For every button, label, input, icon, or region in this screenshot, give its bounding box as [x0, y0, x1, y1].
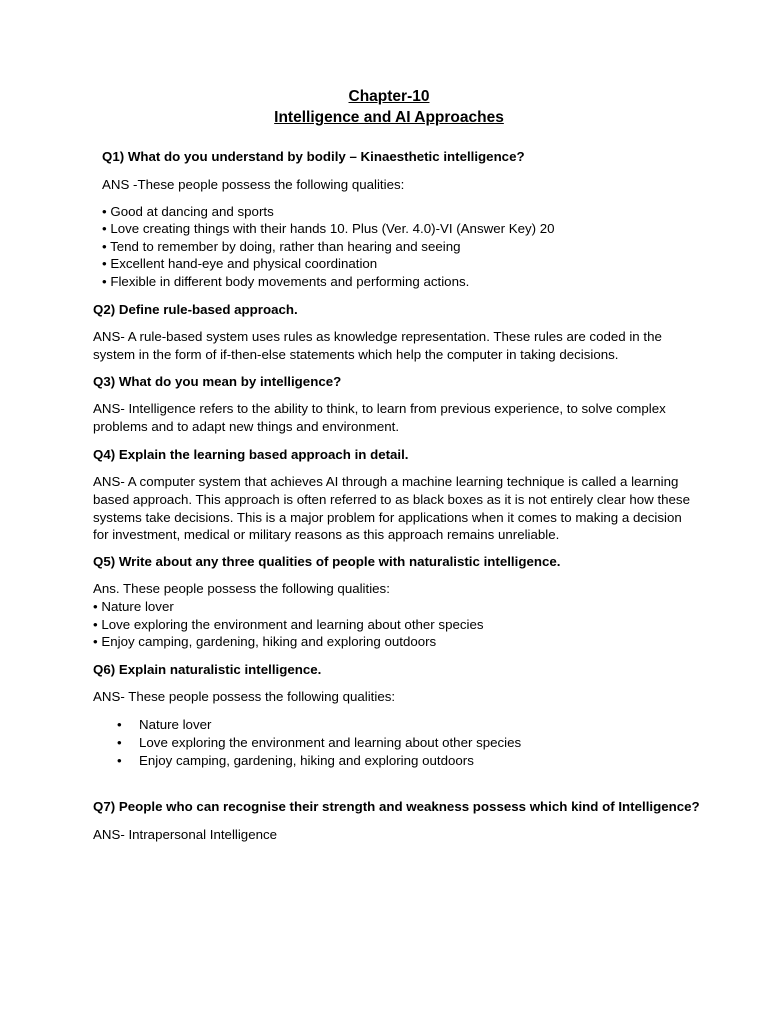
- q4-answer-line: for investment, medical or military reasons as this approach remains unreliable.: [93, 527, 560, 542]
- q6-answer-intro: ANS- These people possess the following qualities:: [93, 689, 396, 704]
- q5-answer-line: Ans. These people possess the following qualities:: [93, 581, 390, 596]
- q6-question: Q6) Explain naturalistic intelligence.: [93, 662, 322, 677]
- q4-answer-line: based approach. This approach is often referred to as black boxes as it is not entirely clear how these: [93, 492, 690, 507]
- q1-bullet: • Tend to remember by doing, rather than hearing and seeing: [102, 239, 461, 254]
- q6-bullet-text: Love exploring the environment and learning about other species: [139, 735, 522, 750]
- q1-bullet: • Excellent hand-eye and physical coordination: [102, 256, 378, 271]
- q3-question: Q3) What do you mean by intelligence?: [93, 374, 342, 389]
- q3-answer-line: ANS- Intelligence refers to the ability to think, to learn from previous experience, to solve complex: [93, 401, 666, 416]
- q5-question: Q5) Write about any three qualities of people with naturalistic intelligence.: [93, 554, 561, 569]
- q4-question: Q4) Explain the learning based approach in detail.: [93, 447, 409, 462]
- q6-bullet-glyph: •: [117, 753, 122, 768]
- q1-question: Q1) What do you understand by bodily – Kinaesthetic intelligence?: [102, 149, 525, 164]
- q1-bullet: • Flexible in different body movements and performing actions.: [102, 274, 470, 289]
- q1-bullet: • Love creating things with their hands 10. Plus (Ver. 4.0)-VI (Answer Key) 20: [102, 221, 555, 236]
- q5-answer-line: • Love exploring the environment and learning about other species: [93, 617, 484, 632]
- q6-bullet-glyph: •: [117, 717, 122, 732]
- q6-bullet-text: Enjoy camping, gardening, hiking and exploring outdoors: [139, 753, 474, 768]
- q4-answer-line: ANS- A computer system that achieves AI through a machine learning technique is called a learning: [93, 474, 679, 489]
- q4-answer-line: systems take decisions. This is a major problem for applications when it comes to making a decision: [93, 510, 682, 525]
- q2-answer-line: ANS- A rule-based system uses rules as knowledge representation. These rules are coded in the: [93, 329, 662, 344]
- q6-bullet-text: Nature lover: [139, 717, 212, 732]
- chapter-title: Intelligence and AI Approaches: [274, 109, 504, 126]
- q1-bullet: • Good at dancing and sports: [102, 204, 274, 219]
- q6-bullet-glyph: •: [117, 735, 122, 750]
- q5-answer-line: • Enjoy camping, gardening, hiking and exploring outdoors: [93, 634, 437, 649]
- q7-answer: ANS- Intrapersonal Intelligence: [93, 827, 278, 842]
- q2-answer-line: system in the form of if-then-else statements which help the computer in taking decisions.: [93, 347, 619, 362]
- q1-answer-intro: ANS -These people possess the following qualities:: [102, 177, 405, 192]
- q5-answer-line: • Nature lover: [93, 599, 174, 614]
- chapter-number: Chapter-10: [348, 88, 430, 105]
- q3-answer-line: problems and to adapt new things and environment.: [93, 419, 400, 434]
- q7-question: Q7) People who can recognise their strength and weakness possess which kind of Intelligence?: [93, 799, 700, 814]
- q2-question: Q2) Define rule-based approach.: [93, 302, 298, 317]
